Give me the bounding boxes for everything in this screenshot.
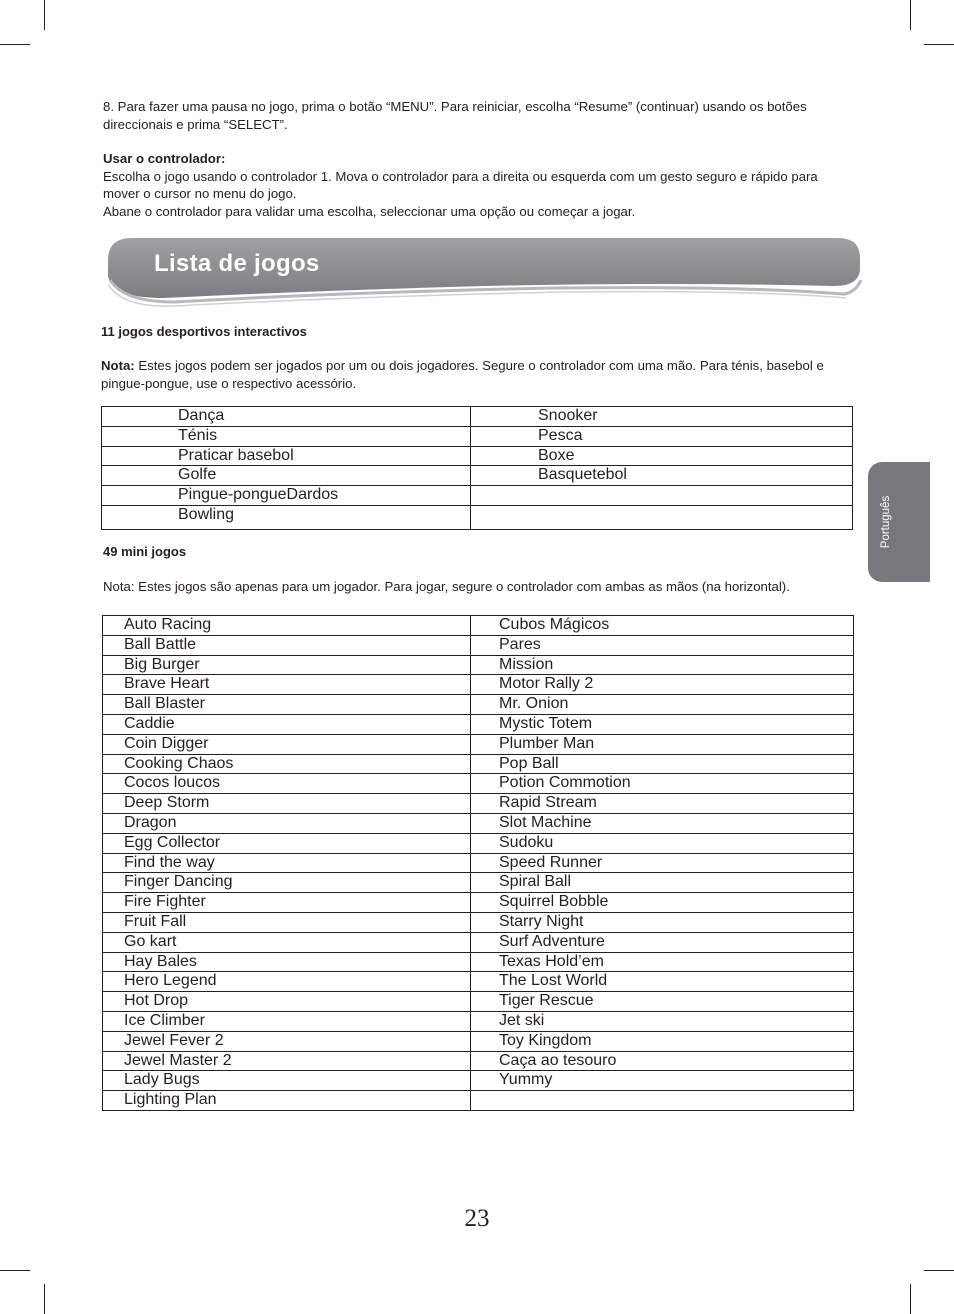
game-name-cell: Motor Rally 2: [471, 675, 854, 695]
game-name-cell: Caddie: [103, 714, 471, 734]
crop-mark: [44, 0, 45, 30]
sports-game-row: [102, 446, 853, 466]
game-name-cell: Jewel Fever 2: [103, 1031, 471, 1051]
controller-instructions-2: Abane o controlador para validar uma escolha, seleccionar uma opção ou começar a jogar.: [103, 203, 636, 219]
game-name-cell: Snooker: [471, 407, 853, 427]
section-banner: [104, 236, 864, 308]
crop-mark: [924, 1270, 954, 1271]
controller-heading: Usar o controlador:: [103, 151, 226, 166]
game-name-cell: Pop Ball: [471, 754, 854, 774]
game-name-cell: Mission: [471, 655, 854, 675]
game-name-cell: [471, 505, 853, 529]
game-name-cell: Cocos loucos: [103, 774, 471, 794]
game-name-cell: Cooking Chaos: [103, 754, 471, 774]
game-name-cell: Ténis: [102, 426, 471, 446]
mini-game-row: [103, 833, 854, 853]
game-name-cell: [471, 486, 853, 506]
page-number: 23: [464, 1205, 490, 1232]
mini-game-row: [103, 893, 854, 913]
game-name-cell: The Lost World: [471, 972, 854, 992]
mini-game-row: [103, 754, 854, 774]
game-name-cell: Bowling: [102, 505, 471, 529]
game-name-cell: Sudoku: [471, 833, 854, 853]
mini-game-row: [103, 1091, 854, 1111]
game-name-cell: Rapid Stream: [471, 794, 854, 814]
game-name-cell: Jet ski: [471, 1011, 854, 1031]
game-name-cell: Jewel Master 2: [103, 1051, 471, 1071]
mini-game-row: [103, 813, 854, 833]
game-name-cell: Texas Hold’em: [471, 952, 854, 972]
game-name-cell: Squirrel Bobble: [471, 893, 854, 913]
mini-game-row: [103, 616, 854, 636]
game-name-cell: Finger Dancing: [103, 873, 471, 893]
crop-mark: [910, 0, 911, 30]
game-name-cell: Surf Adventure: [471, 932, 854, 952]
game-name-cell: Ice Climber: [103, 1011, 471, 1031]
game-name-cell: Big Burger: [103, 655, 471, 675]
game-name-cell: Plumber Man: [471, 734, 854, 754]
mini-game-row: [103, 794, 854, 814]
mini-games-table: [102, 615, 854, 1111]
mini-game-row: [103, 873, 854, 893]
mini-game-row: [103, 1031, 854, 1051]
game-name-cell: Egg Collector: [103, 833, 471, 853]
banner-title: Lista de jogos: [154, 250, 320, 277]
game-name-cell: Spiral Ball: [471, 873, 854, 893]
mini-game-row: [103, 1011, 854, 1031]
game-name-cell: Praticar basebol: [102, 446, 471, 466]
mini-game-row: [103, 972, 854, 992]
game-name-cell: Starry Night: [471, 912, 854, 932]
game-name-cell: Hay Bales: [103, 952, 471, 972]
step-8-text: 8. Para fazer uma pausa no jogo, prima o botão “MENU”. Para reiniciar, escolha “Resume” (continuar) usando os botões direccionais e prima “SELECT”.: [103, 99, 807, 132]
game-name-cell: Deep Storm: [103, 794, 471, 814]
sports-heading: 11 jogos desportivos interactivos: [101, 324, 307, 339]
game-name-cell: Ball Blaster: [103, 695, 471, 715]
game-name-cell: Find the way: [103, 853, 471, 873]
sports-game-row: [102, 426, 853, 446]
game-name-cell: Fire Fighter: [103, 893, 471, 913]
sports-games-table: [101, 406, 853, 530]
game-name-cell: Toy Kingdom: [471, 1031, 854, 1051]
game-name-cell: Dança: [102, 407, 471, 427]
crop-mark: [924, 44, 954, 45]
game-name-cell: Go kart: [103, 932, 471, 952]
game-name-cell: Tiger Rescue: [471, 992, 854, 1012]
intro-text: [103, 98, 843, 220]
game-name-cell: Potion Commotion: [471, 774, 854, 794]
controller-instructions: Escolha o jogo usando o controlador 1. Mova o controlador para a direita ou esquerda com um gesto seguro e rápido para mover o cursor no menu do jogo.: [103, 168, 818, 201]
game-name-cell: Yummy: [471, 1071, 854, 1091]
crop-mark: [0, 44, 30, 45]
mini-game-row: [103, 992, 854, 1012]
mini-games-heading: 49 mini jogos: [103, 544, 187, 559]
note-text: Estes jogos podem ser jogados por um ou dois jogadores. Segure o controlador com uma mão. Para ténis, basebol e pingue-pongue, use o respectivo acessório.: [101, 358, 824, 391]
game-name-cell: Coin Digger: [103, 734, 471, 754]
game-name-cell: Lighting Plan: [103, 1091, 471, 1111]
crop-mark: [44, 1284, 45, 1314]
game-name-cell: Mr. Onion: [471, 695, 854, 715]
mini-game-row: [103, 734, 854, 754]
game-name-cell: Hero Legend: [103, 972, 471, 992]
sports-game-row: [102, 486, 853, 506]
game-name-cell: Basquetebol: [471, 466, 853, 486]
game-name-cell: Fruit Fall: [103, 912, 471, 932]
game-name-cell: Cubos Mágicos: [471, 616, 854, 636]
sports-game-row: [102, 505, 853, 529]
game-name-cell: Dragon: [103, 813, 471, 833]
mini-game-row: [103, 952, 854, 972]
mini-game-row: [103, 774, 854, 794]
mini-game-row: [103, 853, 854, 873]
crop-mark: [0, 1270, 30, 1271]
language-tab-label: Português: [880, 495, 892, 549]
language-tab: [868, 462, 930, 582]
mini-game-row: [103, 635, 854, 655]
game-name-cell: Pares: [471, 635, 854, 655]
game-name-cell: Auto Racing: [103, 616, 471, 636]
game-name-cell: Ball Battle: [103, 635, 471, 655]
mini-game-row: [103, 1071, 854, 1091]
game-name-cell: Caça ao tesouro: [471, 1051, 854, 1071]
sports-note: [101, 357, 841, 393]
mini-game-row: [103, 912, 854, 932]
mini-game-row: [103, 1051, 854, 1071]
game-name-cell: Mystic Totem: [471, 714, 854, 734]
game-name-cell: Speed Runner: [471, 853, 854, 873]
game-name-cell: Golfe: [102, 466, 471, 486]
game-name-cell: Slot Machine: [471, 813, 854, 833]
game-name-cell: Hot Drop: [103, 992, 471, 1012]
mini-game-row: [103, 695, 854, 715]
game-name-cell: Boxe: [471, 446, 853, 466]
game-name-cell: [471, 1091, 854, 1111]
game-name-cell: Brave Heart: [103, 675, 471, 695]
sports-game-row: [102, 407, 853, 427]
mini-game-row: [103, 675, 854, 695]
mini-game-row: [103, 655, 854, 675]
crop-mark: [910, 1284, 911, 1314]
note-label: Nota:: [101, 358, 135, 373]
mini-games-note: Nota: Estes jogos são apenas para um jogador. Para jogar, segure o controlador com ambas as mãos (na horizontal).: [103, 579, 790, 594]
game-name-cell: Lady Bugs: [103, 1071, 471, 1091]
game-name-cell: Pesca: [471, 426, 853, 446]
game-name-cell: Pingue-pongueDardos: [102, 486, 471, 506]
mini-game-row: [103, 932, 854, 952]
sports-game-row: [102, 466, 853, 486]
mini-game-row: [103, 714, 854, 734]
